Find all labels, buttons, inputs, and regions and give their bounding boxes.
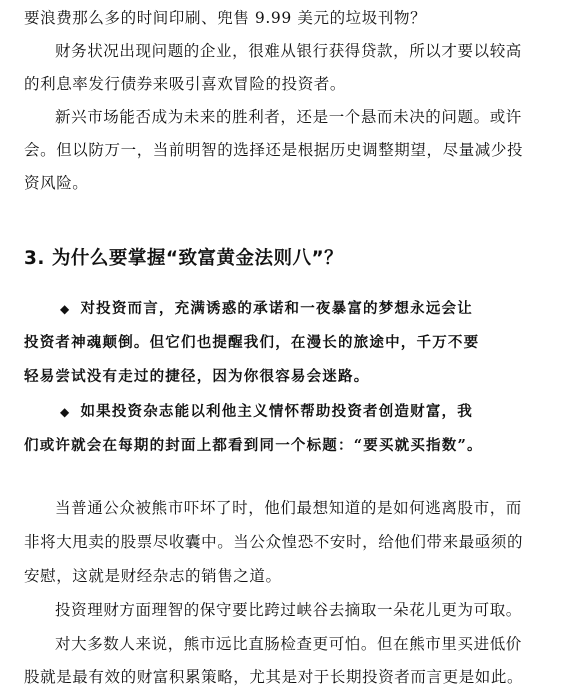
diamond-bullet-icon: ◆ xyxy=(60,302,71,316)
bullet-line xyxy=(60,402,473,422)
body-line: 当普通公众被熊市吓坏了时，他们最想知道的是如何逃离股市，而 xyxy=(55,499,522,517)
bullet-line: 投资者神魂颠倒。但它们也提醒我们，在漫长的旅途中，千万不要 xyxy=(24,334,480,351)
diamond-bullet-icon: ◆ xyxy=(60,405,71,419)
body-line: 会。但以防万一，当前明智的选择还是根据历史调整期望，尽量减少投 xyxy=(24,141,524,159)
bullet-line: 们或许就会在每期的封面上都看到同一个标题：“要买就买指数”。 xyxy=(24,437,483,454)
body-line: 对大多数人来说，熊市远比直肠检查更可怕。但在熊市里买进低价 xyxy=(55,635,522,653)
body-line: 财务状况出现问题的企业，很难从银行获得贷款，所以才要以较高 xyxy=(55,42,522,60)
body-line: 资风险。 xyxy=(24,174,89,192)
body-line: 要浪费那么多的时间印刷、兜售 9.99 美元的垃圾刊物？ xyxy=(24,9,427,27)
body-line: 投资理财方面理智的保守要比跨过峡谷去摘取一朵花儿更为可取。 xyxy=(55,601,522,619)
body-line: 的利息率发行债券来吸引喜欢冒险的投资者。 xyxy=(24,75,347,93)
body-line: 股就是最有效的财富积累策略，尤其是对于长期投资者而言更是如此。 xyxy=(24,668,524,686)
body-line: 新兴市场能否成为未来的胜利者，还是一个悬而未决的问题。或许 xyxy=(55,108,522,126)
body-line: 非将大甩卖的股票尽收囊中。当公众惶恐不安时，给他们带来最亟须的 xyxy=(24,533,524,551)
bullet-line: 轻易尝试没有走过的捷径，因为你很容易会迷路。 xyxy=(24,368,370,385)
section-heading: 3. 为什么要掌握“致富黄金法则八”？ xyxy=(24,248,344,269)
body-line: 安慰，这就是财经杂志的销售之道。 xyxy=(24,567,282,585)
bullet-text: 如果投资杂志能以利他主义情怀帮助投资者创造财富，我 xyxy=(80,403,473,420)
bullet-line xyxy=(60,299,473,319)
bullet-text: 对投资而言，充满诱惑的承诺和一夜暴富的梦想永远会让 xyxy=(80,300,473,317)
